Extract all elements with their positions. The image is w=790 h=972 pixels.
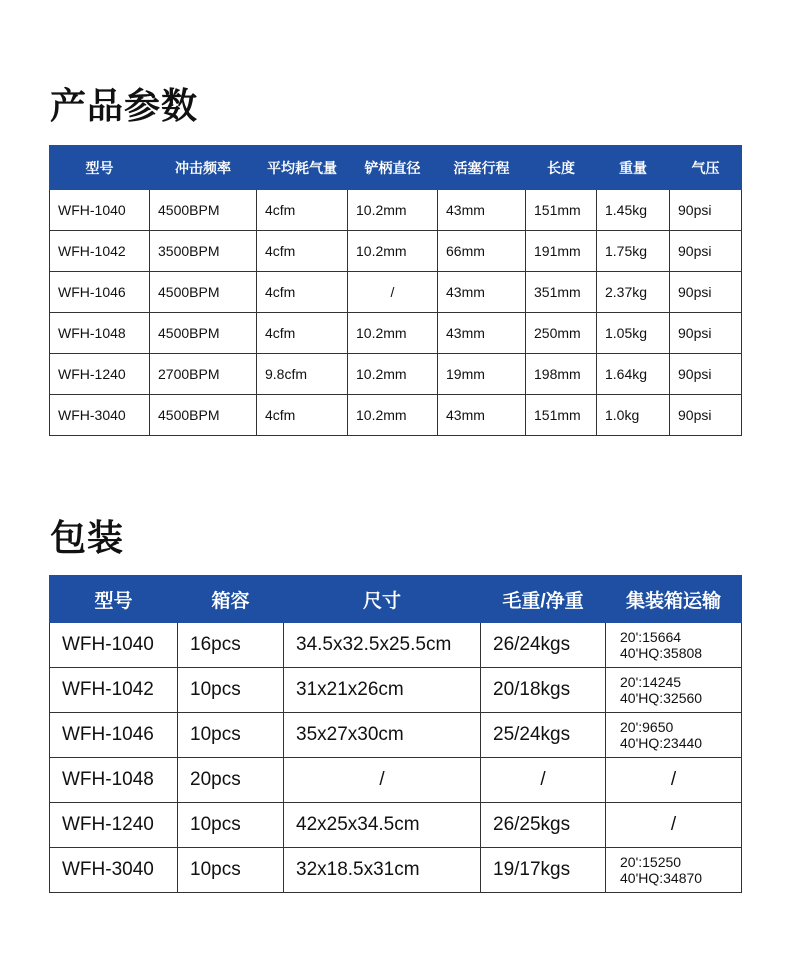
table-cell (606, 713, 742, 758)
table-cell: 250mm (526, 313, 597, 354)
table-cell: 151mm (526, 395, 597, 436)
column-header: 长度 (526, 146, 597, 190)
table-cell: 10.2mm (348, 231, 438, 272)
table-cell: 19/17kgs (481, 848, 606, 893)
table-cell: 26/24kgs (481, 623, 606, 668)
table-row (50, 395, 742, 436)
table-cell: 43mm (438, 272, 526, 313)
table-cell: 1.45kg (597, 190, 670, 231)
column-header: 毛重/净重 (481, 576, 606, 623)
table-cell: 32x18.5x31cm (284, 848, 481, 893)
spec-table-body (50, 190, 742, 436)
table-cell: 34.5x32.5x25.5cm (284, 623, 481, 668)
spec-section-title: 产品参数 (50, 85, 199, 126)
column-header: 冲击频率 (150, 146, 257, 190)
table-cell: 9.8cfm (257, 354, 348, 395)
spec-header-row (50, 146, 742, 190)
table-row (50, 623, 742, 668)
column-header: 气压 (670, 146, 742, 190)
table-cell: WFH-3040 (50, 395, 150, 436)
table-cell: / (481, 758, 606, 803)
table-cell (606, 848, 742, 893)
table-cell: 351mm (526, 272, 597, 313)
table-cell: 25/24kgs (481, 713, 606, 758)
table-cell: 4cfm (257, 231, 348, 272)
table-cell: 151mm (526, 190, 597, 231)
table-cell: 31x21x26cm (284, 668, 481, 713)
table-cell: 10pcs (178, 803, 284, 848)
table-cell: 4500BPM (150, 190, 257, 231)
table-cell: 10pcs (178, 713, 284, 758)
table-cell: 66mm (438, 231, 526, 272)
table-cell: 2700BPM (150, 354, 257, 395)
table-cell: WFH-1046 (50, 713, 178, 758)
table-cell: 90psi (670, 395, 742, 436)
table-cell: 20pcs (178, 758, 284, 803)
table-cell: 1.0kg (597, 395, 670, 436)
table-cell: WFH-3040 (50, 848, 178, 893)
table-cell: 10pcs (178, 848, 284, 893)
column-header: 铲柄直径 (348, 146, 438, 190)
table-row (50, 272, 742, 313)
column-header: 箱容 (178, 576, 284, 623)
table-row (50, 848, 742, 893)
column-header: 平均耗气量 (257, 146, 348, 190)
table-cell: 4500BPM (150, 272, 257, 313)
table-cell: WFH-1240 (50, 803, 178, 848)
table-cell: 35x27x30cm (284, 713, 481, 758)
table-cell: 90psi (670, 313, 742, 354)
table-cell: 4500BPM (150, 395, 257, 436)
table-cell: WFH-1240 (50, 354, 150, 395)
table-cell: 4cfm (257, 313, 348, 354)
table-cell: 90psi (670, 354, 742, 395)
table-cell: 19mm (438, 354, 526, 395)
pack-header-row (50, 576, 742, 623)
table-cell: 90psi (670, 190, 742, 231)
table-cell: 20/18kgs (481, 668, 606, 713)
table-cell: WFH-1046 (50, 272, 150, 313)
pack-table (49, 575, 742, 893)
shipping-quantity-line: 40'HQ:34870 (620, 870, 703, 886)
table-cell: / (606, 758, 742, 803)
table-cell: WFH-1042 (50, 668, 178, 713)
column-header: 尺寸 (284, 576, 481, 623)
column-header: 集装箱运输 (606, 576, 742, 623)
table-cell: 191mm (526, 231, 597, 272)
shipping-quantity-line: 20':15250 (620, 854, 682, 870)
table-cell: 10pcs (178, 668, 284, 713)
table-cell: 10.2mm (348, 190, 438, 231)
shipping-quantity-line: 20':14245 (620, 674, 682, 690)
shipping-quantity-line: 40'HQ:23440 (620, 735, 703, 751)
table-cell: 2.37kg (597, 272, 670, 313)
table-cell: 16pcs (178, 623, 284, 668)
table-cell: WFH-1040 (50, 190, 150, 231)
shipping-quantity-line: 20':15664 (620, 629, 682, 645)
shipping-quantity-line: 40'HQ:32560 (620, 690, 703, 706)
table-cell: WFH-1042 (50, 231, 150, 272)
table-cell: 1.75kg (597, 231, 670, 272)
table-cell: 1.05kg (597, 313, 670, 354)
table-row (50, 758, 742, 803)
table-cell: / (284, 758, 481, 803)
table-cell: / (606, 803, 742, 848)
pack-table-body (50, 623, 742, 893)
table-cell: 90psi (670, 231, 742, 272)
table-row (50, 713, 742, 758)
shipping-quantity-line: 40'HQ:35808 (620, 645, 703, 661)
table-row (50, 803, 742, 848)
table-cell: 4500BPM (150, 313, 257, 354)
table-cell (606, 668, 742, 713)
table-cell: 90psi (670, 272, 742, 313)
table-cell: 10.2mm (348, 395, 438, 436)
table-cell: 10.2mm (348, 354, 438, 395)
pack-section-title: 包装 (50, 517, 125, 558)
column-header: 型号 (50, 576, 178, 623)
table-cell: 3500BPM (150, 231, 257, 272)
table-cell: 26/25kgs (481, 803, 606, 848)
table-cell: 1.64kg (597, 354, 670, 395)
column-header: 重量 (597, 146, 670, 190)
table-cell (606, 623, 742, 668)
table-row (50, 668, 742, 713)
table-cell: 42x25x34.5cm (284, 803, 481, 848)
table-row (50, 190, 742, 231)
table-cell: / (348, 272, 438, 313)
shipping-quantity-line: 20':9650 (620, 719, 674, 735)
table-cell: 10.2mm (348, 313, 438, 354)
table-cell: WFH-1048 (50, 758, 178, 803)
table-row (50, 354, 742, 395)
table-row (50, 313, 742, 354)
table-cell: 4cfm (257, 272, 348, 313)
column-header: 型号 (50, 146, 150, 190)
table-cell: 43mm (438, 190, 526, 231)
table-row (50, 231, 742, 272)
table-cell: WFH-1040 (50, 623, 178, 668)
column-header: 活塞行程 (438, 146, 526, 190)
table-cell: 43mm (438, 313, 526, 354)
table-cell: 4cfm (257, 395, 348, 436)
table-cell: WFH-1048 (50, 313, 150, 354)
table-cell: 198mm (526, 354, 597, 395)
table-cell: 43mm (438, 395, 526, 436)
spec-table (49, 145, 742, 436)
table-cell: 4cfm (257, 190, 348, 231)
